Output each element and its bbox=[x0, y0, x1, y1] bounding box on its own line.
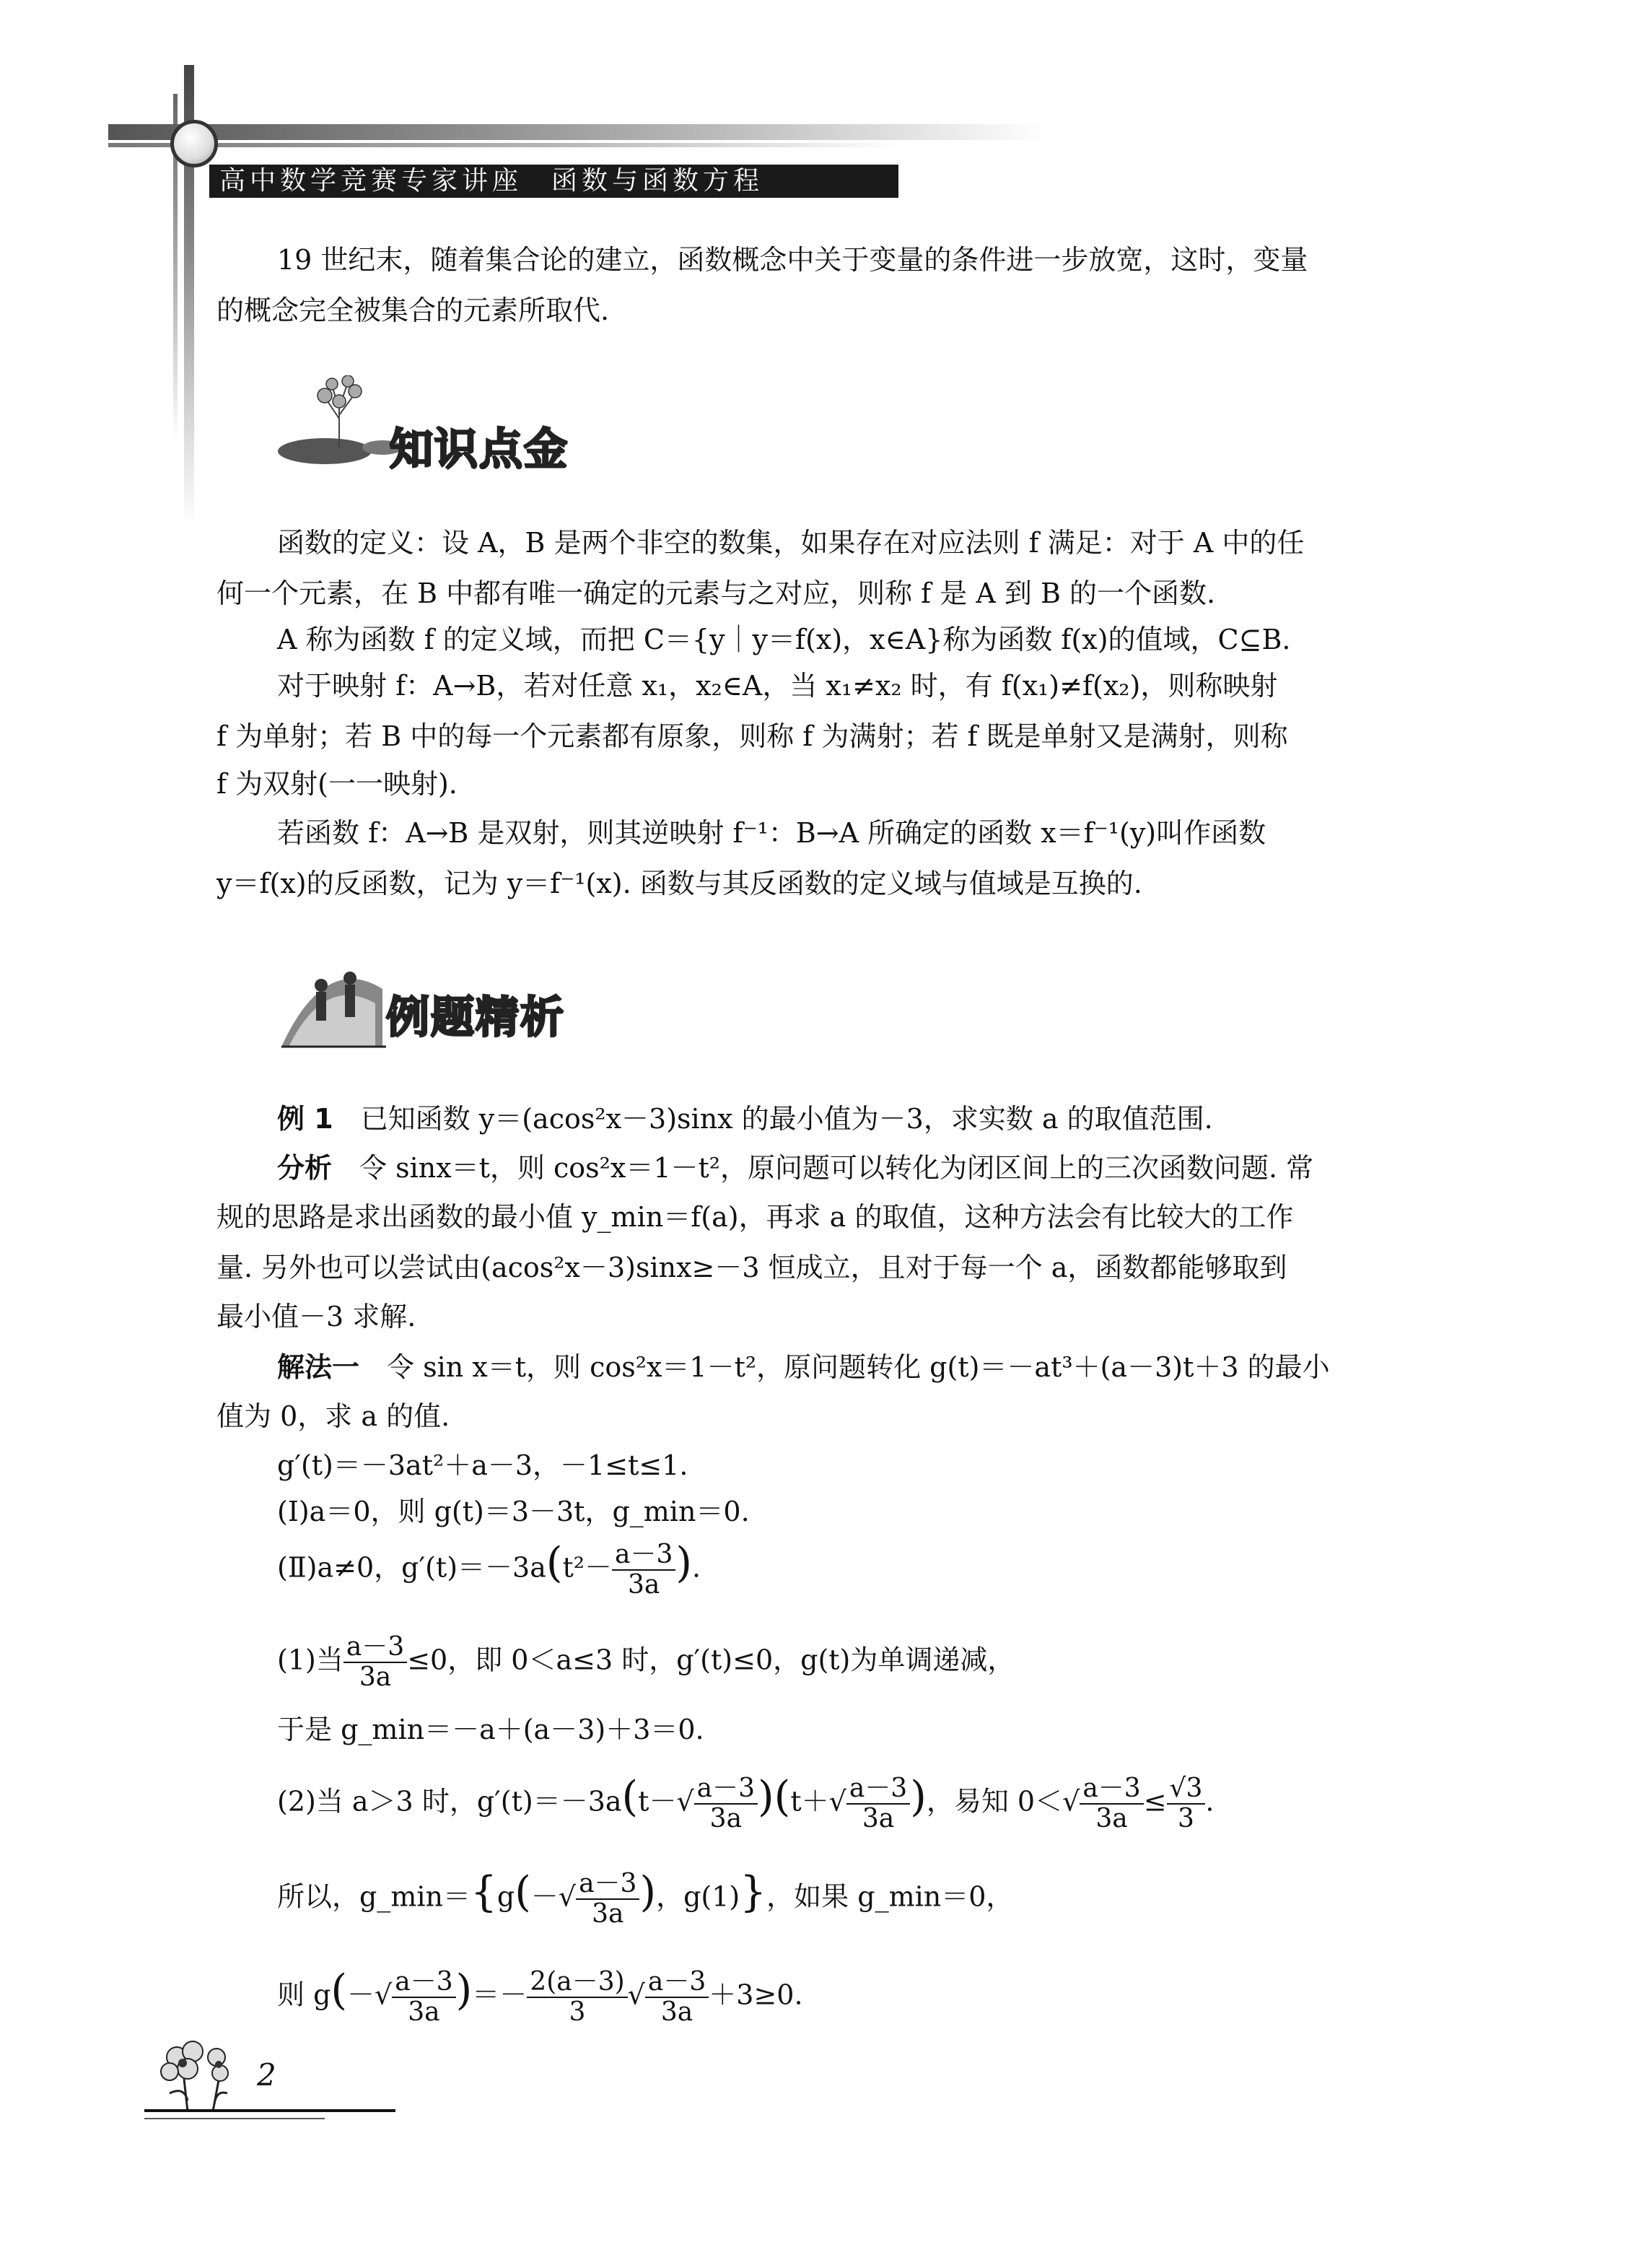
fraction-denominator: 3a bbox=[408, 1997, 440, 2027]
case2-prefix: (Ⅱ)a≠0，g′(t)＝－3a bbox=[277, 1551, 546, 1584]
fraction-denominator: 3a bbox=[1095, 1804, 1128, 1833]
fraction-2a3-denominator: 3 bbox=[569, 1997, 586, 2027]
solution-line-2: 值为 0，求 a 的值. bbox=[216, 1400, 450, 1432]
factor-2: t＋√ bbox=[790, 1785, 846, 1818]
fraction-denominator: 3a bbox=[628, 1570, 660, 1600]
example-label: 例 1 bbox=[277, 1103, 333, 1135]
knowledge-line-4: 对于映射 f：A→B，若对任意 x₁，x₂∈A，当 x₁≠x₂ 时，有 f(x₁)≠f(x₂)，则称映射 bbox=[277, 670, 1278, 702]
fraction-numerator: a－3 bbox=[645, 1968, 709, 1998]
knowledge-line-7: 若函数 f：A→B 是双射，则其逆映射 f⁻¹：B→A 所确定的函数 x＝f⁻¹(y)叫作函数 bbox=[277, 817, 1266, 849]
solution-line-10: 则 g(－√ $\frac{a-3}{3a}$ )＝－ $\frac{2(a-3)}{3}$ √ $\frac{a-3}{3a}$ ＋3≥0. bbox=[277, 1965, 803, 2027]
fraction bbox=[846, 1774, 910, 1833]
g1: ，g(1) bbox=[656, 1880, 740, 1913]
fraction-numerator: a－3 bbox=[1080, 1774, 1143, 1805]
analysis-line-3: 量. 另外也可以尝试由(acos²x－3)sinx≥－3 恒成立，且对于每一个 a，函数都能够取到 bbox=[216, 1252, 1287, 1283]
fraction bbox=[392, 1968, 455, 2027]
fraction-numerator: a－3 bbox=[694, 1774, 758, 1805]
header-horizontal-bar-thin bbox=[108, 143, 902, 147]
chapter-title: 函数与函数方程 bbox=[551, 166, 764, 196]
neg-sqrt: －√ bbox=[347, 1979, 393, 2011]
footer-rule-thin bbox=[144, 2118, 325, 2119]
knowledge-line-3: A 称为函数 f 的定义域，而把 C＝{y｜y＝f(x)，x∈A}称为函数 f(x)的值域，C⊆B. bbox=[277, 624, 1291, 655]
analysis-line-4: 最小值－3 求解. bbox=[216, 1301, 416, 1333]
solution-line-3: g′(t)＝－3at²＋a－3，－1≤t≤1. bbox=[277, 1449, 688, 1481]
case2-inner: t²－ bbox=[562, 1551, 613, 1584]
fraction bbox=[645, 1968, 709, 2027]
sqrt3-denominator: 3 bbox=[1178, 1804, 1194, 1833]
leq-sign: ≤ bbox=[1143, 1785, 1167, 1818]
case1-prefix: (1)当 bbox=[277, 1644, 343, 1676]
analysis-label: 分析 bbox=[277, 1152, 333, 1184]
fraction-numerator: a－3 bbox=[846, 1774, 910, 1805]
intro-line-2: 的概念完全被集合的元素所取代. bbox=[216, 295, 610, 326]
factor-1: t－√ bbox=[638, 1785, 694, 1818]
fraction-numerator: a－3 bbox=[576, 1870, 639, 1900]
solution-label: 解法一 bbox=[277, 1351, 360, 1383]
knowledge-line-8: y＝f(x)的反函数，记为 y＝f⁻¹(x). 函数与其反函数的定义域与值域是互换的. bbox=[216, 868, 1142, 899]
neg-sqrt: －√ bbox=[530, 1880, 577, 1913]
fraction bbox=[1080, 1774, 1143, 1833]
example-1-statement bbox=[216, 1097, 1411, 1140]
fraction-denominator: 3a bbox=[862, 1804, 895, 1833]
case1-text: ≤0，即 0＜a≤3 时，g′(t)≤0，g(t)为单调递减， bbox=[407, 1644, 1015, 1676]
fraction-denominator: 3a bbox=[709, 1804, 743, 1833]
fraction-numerator: a－3 bbox=[392, 1968, 455, 1998]
case2b-prefix: (2)当 a＞3 时，g′(t)＝－3a bbox=[277, 1785, 622, 1818]
book-title: 高中数学竞赛专家讲座 bbox=[219, 166, 523, 196]
flower-footer-icon bbox=[148, 2036, 242, 2115]
footer-rule bbox=[144, 2109, 395, 2112]
gmin-condition: ，如果 g_min＝0， bbox=[766, 1880, 1014, 1913]
then-g: 则 g bbox=[277, 1979, 331, 2011]
solution-line-1 bbox=[216, 1345, 1411, 1389]
knowledge-line-2: 何一个元素，在 B 中都有唯一确定的元素与之对应，则称 f 是 A 到 B 的一个函数. bbox=[216, 577, 1216, 609]
solution-line-4: (Ⅰ)a＝0，则 g(t)＝3－3t，g_min＝0. bbox=[277, 1496, 750, 1527]
gmin-prefix: 所以，g_min＝ bbox=[277, 1880, 471, 1913]
flower-pond-illustration bbox=[274, 375, 404, 469]
header-circle-ornament bbox=[170, 120, 218, 167]
fraction bbox=[576, 1870, 639, 1929]
intro-line-1: 19 世纪末，随着集合论的建立，函数概念中关于变量的条件进一步放宽，这时，变量 bbox=[277, 244, 1308, 276]
section-title-examples: 例题精析 bbox=[386, 993, 565, 1043]
knowledge-line-5: f 为单射；若 B 中的每一个元素都有原象，则称 f 为满射；若 f 既是单射又是满射，则称 bbox=[216, 720, 1288, 752]
fraction-sqrt3 bbox=[1167, 1774, 1206, 1833]
solution-text-1: 令 sin x＝t，则 cos²x＝1－t²，原问题转化 g(t)＝－at³＋(a－3)t＋3 的最小 bbox=[387, 1351, 1330, 1383]
solution-line-9: 所以，g_min＝{g(－√ $\frac{a-3}{3a}$ )，g(1)}，如果 g_min＝0， bbox=[277, 1867, 1014, 1929]
fraction-numerator: a－3 bbox=[612, 1540, 675, 1571]
equals-minus: ＝－ bbox=[472, 1979, 528, 2011]
knowledge-line-6: f 为双射(一一映射). bbox=[216, 768, 458, 800]
dancers-illustration bbox=[267, 946, 393, 1054]
easy-to-know: ，易知 0＜√ bbox=[926, 1785, 1080, 1818]
fraction-2a3-numerator: 2(a－3) bbox=[527, 1968, 627, 1998]
knowledge-line-1: 函数的定义：设 A，B 是两个非空的数集，如果存在对应法则 f 满足：对于 A 中的任 bbox=[277, 527, 1305, 559]
header-horizontal-bar bbox=[108, 124, 1046, 140]
example-text: 已知函数 y＝(acos²x－3)sinx 的最小值为－3，求实数 a 的取值范围. bbox=[360, 1103, 1213, 1135]
fraction bbox=[343, 1633, 407, 1692]
sqrt3-numerator: √3 bbox=[1167, 1774, 1206, 1805]
analysis-text-1: 令 sinx＝t，则 cos²x＝1－t²，原问题可以转化为闭区间上的三次函数问题. 常 bbox=[359, 1152, 1314, 1184]
plus-three-geq-zero: ＋3≥0. bbox=[709, 1979, 803, 2011]
analysis-line-1 bbox=[216, 1146, 1411, 1190]
fraction-denominator: 3a bbox=[592, 1899, 624, 1929]
page-number: 2 bbox=[257, 2057, 276, 2093]
solution-line-6 bbox=[277, 1633, 1471, 1692]
g-symbol: g bbox=[496, 1880, 515, 1913]
fraction-numerator: a－3 bbox=[343, 1633, 407, 1663]
analysis-line-2: 规的思路是求出函数的最小值 y_min＝f(a)，再求 a 的取值，这种方法会有比较大的工作 bbox=[216, 1201, 1294, 1233]
section-title-knowledge: 知识点金 bbox=[390, 424, 569, 475]
fraction-denominator: 3a bbox=[660, 1997, 693, 2027]
solution-line-8: (2)当 a＞3 时，g′(t)＝－3a(t－√ $\frac{a-3}{3a}$ )(t＋√ $\frac{a-3}{3a}$ )，易知 0＜√ $\frac{a-3}{3a}$ ≤ $\frac{√3}{3}$ . bbox=[277, 1771, 1215, 1833]
solution-line-7: 于是 g_min＝－a＋(a－3)＋3＝0. bbox=[277, 1714, 704, 1745]
fraction-denominator: 3a bbox=[359, 1662, 392, 1692]
fraction-2a3 bbox=[527, 1968, 627, 2027]
fraction bbox=[694, 1774, 758, 1833]
fraction bbox=[612, 1540, 675, 1600]
running-header bbox=[209, 165, 898, 198]
solution-line-5: (Ⅱ)a≠0，g′(t)＝－3a(t²－ $\frac{a-3}{3a}$ ). bbox=[277, 1538, 701, 1600]
